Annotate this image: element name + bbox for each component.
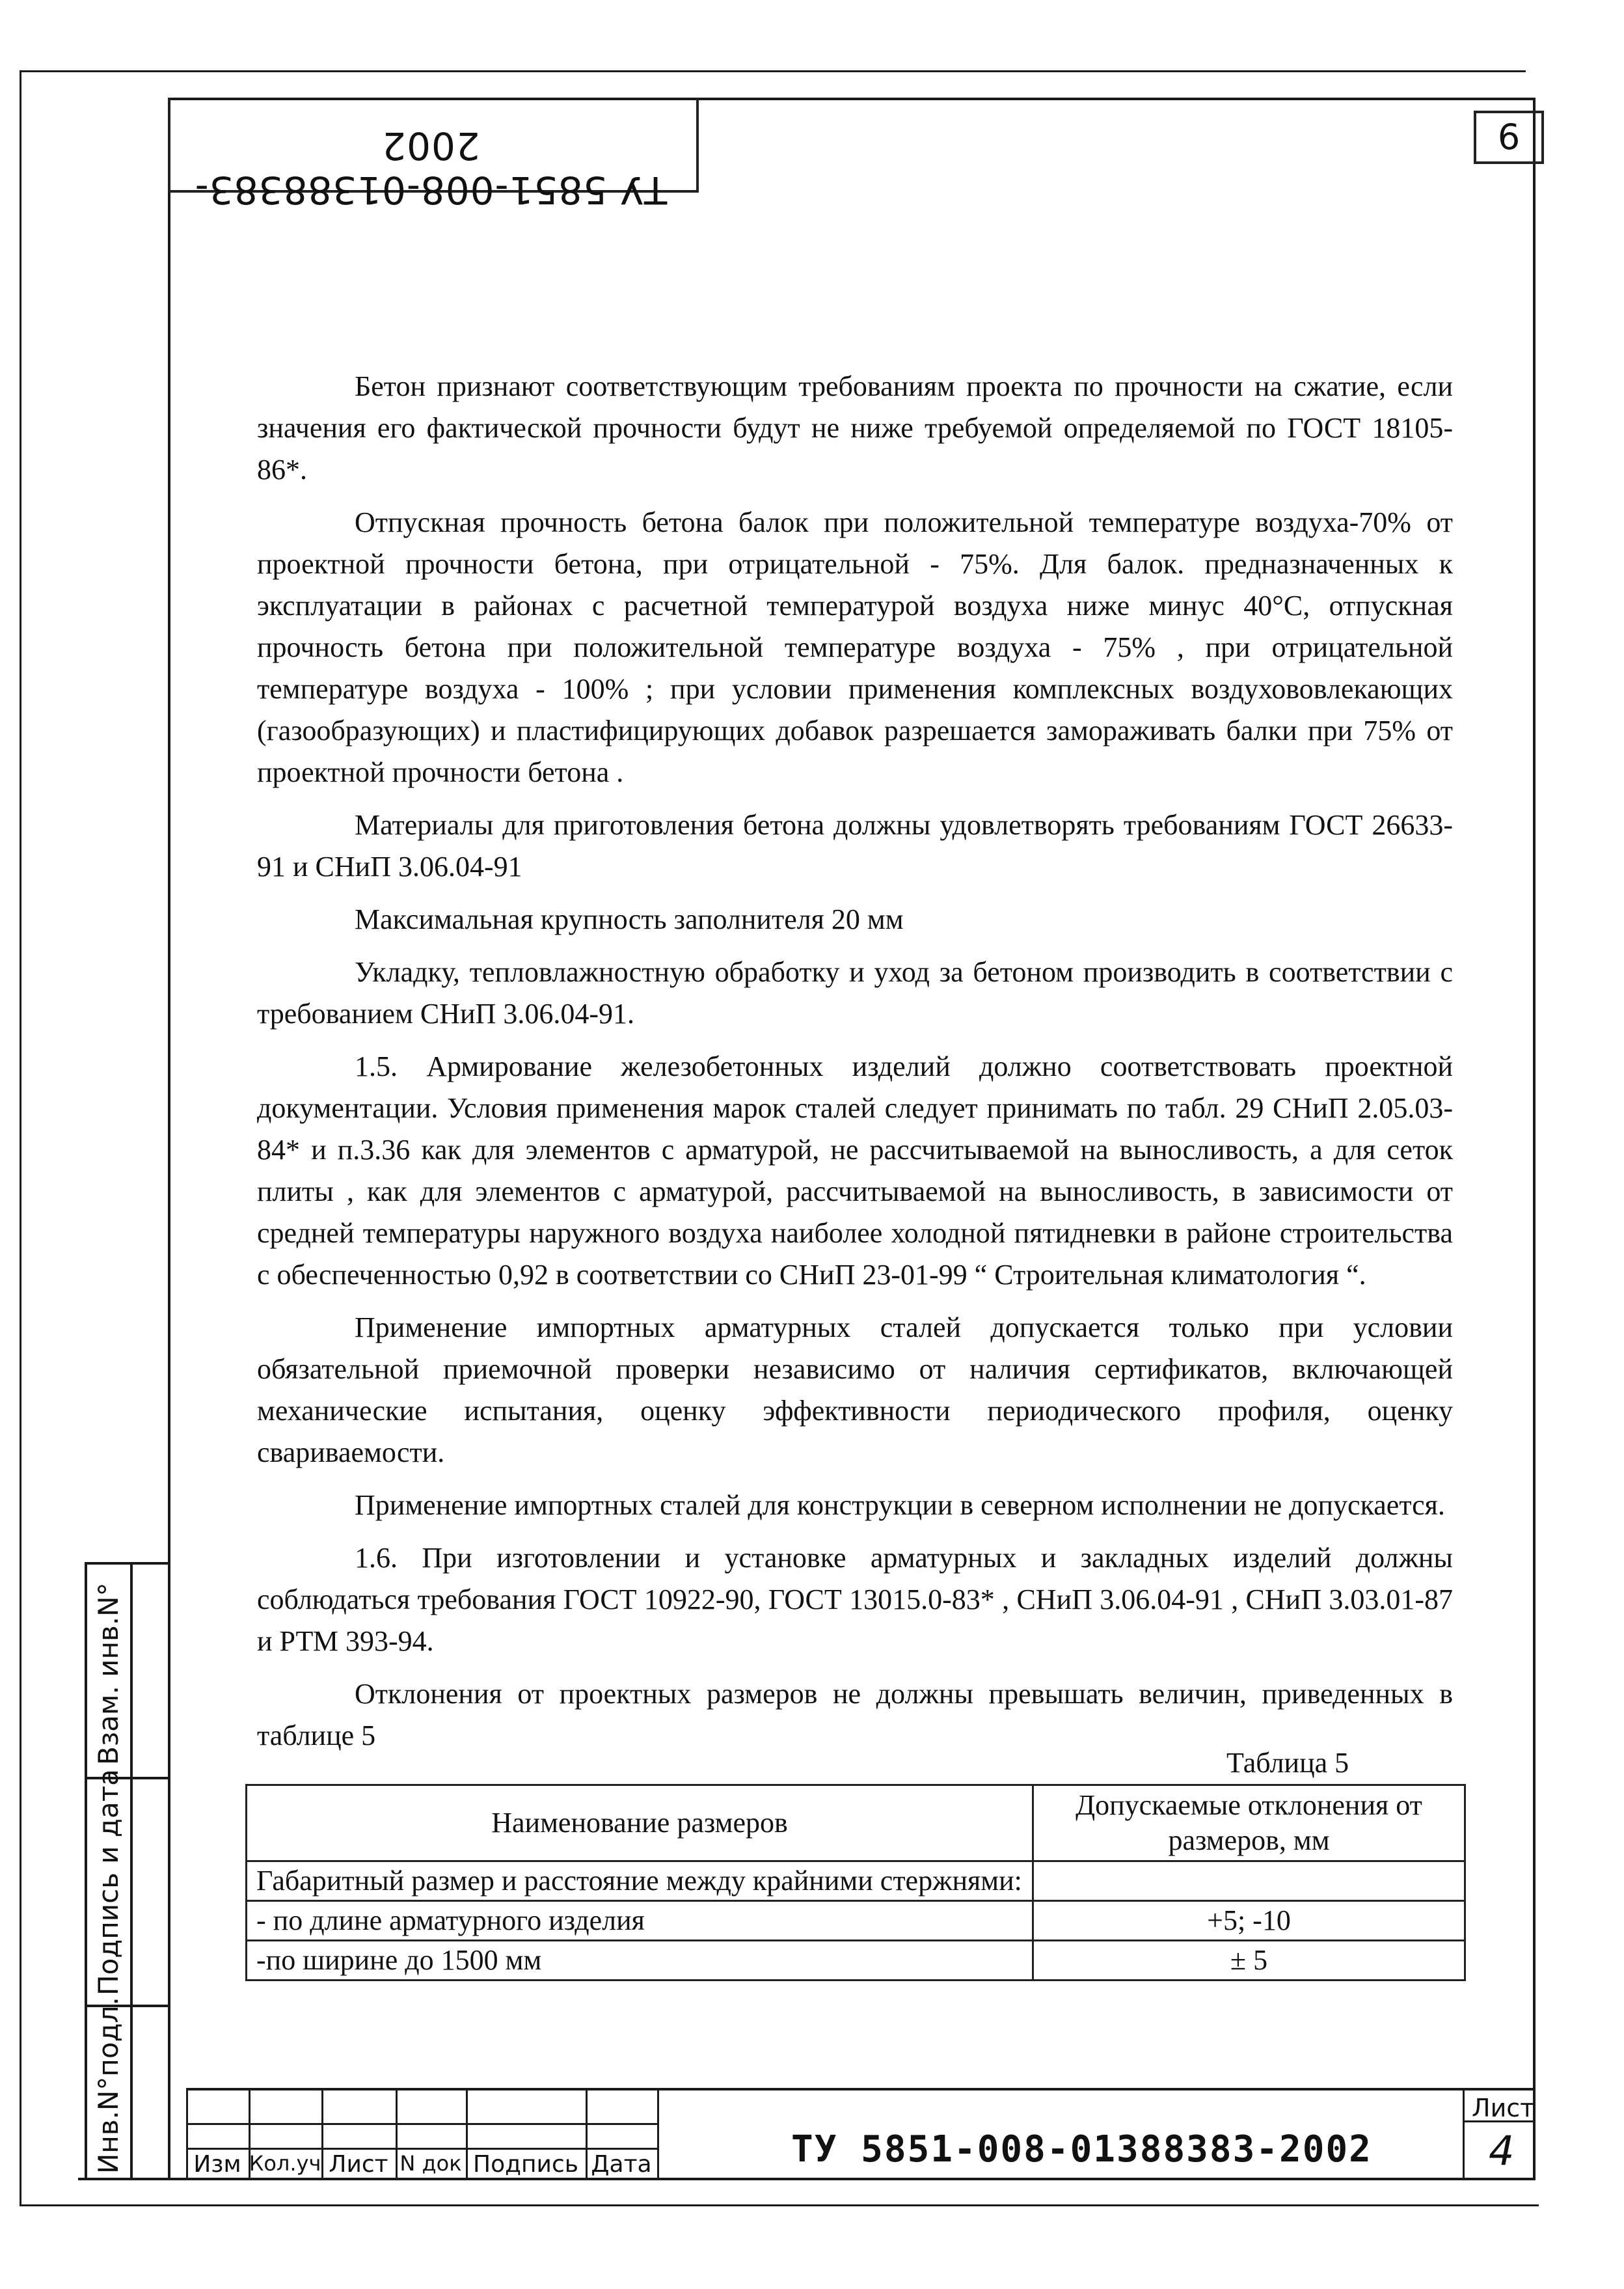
margin-label-inv-podl: Инв.N°подл. [92,1997,124,2174]
inner-frame-right [1533,98,1536,2180]
table-header-row [247,1785,1465,1861]
titleblock-list: Лист [329,2151,388,2178]
outer-frame-left [20,70,21,2206]
table-cell: - по длине арматурного изделия [247,1901,1033,1941]
page-badge: 6 [1474,111,1544,164]
inner-frame-bottom [78,2178,1536,2180]
paragraph: Бетон признают соответствующим требованиям проекта по прочности на сжатие, если значения его фактической прочности будут не ниже требуемой определяемой по ГОСТ 18105-86*. [257,370,1453,486]
table-cell: +5; -10 [1033,1901,1465,1941]
table-cell: ± 5 [1033,1941,1465,1981]
titleblock-top [186,2088,1536,2090]
paragraph: Применение импортных арматурных сталей допускается только при условии обязательной приемочной проверки независимо от наличия сертификатов, включающей механические испытания, оценку эффективности периодического профиля, оценку свариваемости. [257,1311,1453,1468]
paragraph: Применение импортных сталей для конструкции в северном исполнении не допускается. [355,1489,1445,1521]
table-row [247,1901,1465,1941]
titleblock-col [657,2088,659,2179]
body-text [257,366,1453,1768]
paragraph: 1.5. Армирование железобетонных изделий должно соответствовать проектной документации. Условия применения марок сталей следует принимать по табл. 29 СНиП 2.05.03-84* и п.3.36 как для элементов с арматурой, не рассчитываемой на выносливость, а для сеток плиты , как для элементов с арматурой, рассчитываемой на выносливость, в зависимости от средней температуры наружного воздуха наиболее холодной пятидневки в районе строительства с обеспеченностью 0,92 в соответствии со СНиП 23-01-99 “ Строительная климатология “. [257,1050,1453,1291]
outer-frame-bottom [20,2204,1539,2206]
paragraph: Отпускная прочность бетона балок при положительной температуре воздуха-70% от проектной прочности бетона, при отрицательной - 75%. Для балок. предназначенных к эксплуатации в районах с расчетной температурой воздуха ниже минус 40°С, отпускная прочность бетона при положительной температуре воздуха - 75% , при отрицательной температуре воздуха - 100% ; при условии применения комплексных воздухововлекающих (газообразующих) и пластифицирующих добавок разрешается замораживать балки при 75% от проектной прочности бетона . [257,506,1453,788]
table-cell: Габаритный размер и расстояние между крайними стержнями: [247,1861,1033,1901]
paragraph: Отклонения от проектных размеров не должны превышать величин, приведенных в таблице 5 [257,1678,1453,1751]
table-caption: Таблица 5 [1226,1747,1349,1779]
paragraph: Укладку, тепловлажностную обработку и уход за бетоном производить в соответствии с требованием СНиП 3.06.04-91. [257,956,1453,1030]
sheet-label: Лист [1472,2094,1535,2122]
sheet-number: 4 [1489,2127,1515,2174]
paragraph: 1.6. При изготовлении и установке арматурных и закладных изделий должны соблюдаться требования ГОСТ 10922-90, ГОСТ 13015.0-83* , СНиП 3.06.04-91 , СНиП 3.03.01-87 и РТМ 393-94. [257,1542,1453,1657]
table-row [247,1941,1465,1981]
paragraph: Материалы для приготовления бетона должны удовлетворять требованиям ГОСТ 26633-91 и СНиП 3.06.04-91 [257,809,1453,883]
titleblock-sheet-col [1463,2088,1465,2179]
titleblock-data: Дата [591,2151,652,2178]
table-header-cell: Допускаемые отклонения от размеров, мм [1033,1785,1465,1861]
margin-label-vzam-inv: Взам. инв.N° [92,1582,124,1765]
tolerance-table [245,1784,1466,1981]
titleblock-ndok: N док [399,2151,462,2176]
table-cell: -по ширине до 1500 мм [247,1941,1033,1981]
margin-strip-top [85,1562,170,1565]
margin-strip-left [85,1562,87,2180]
table-row [247,1861,1465,1901]
header-stamp-text: ТУ 5851-008-01388383-2002 [194,124,668,212]
titleblock-izm: Изм [193,2151,241,2178]
titleblock-koluch: Кол.уч [249,2151,321,2176]
document-code: ТУ 5851-008-01388383-2002 [791,2128,1372,2171]
titleblock-podpis: Подпись [473,2151,578,2178]
table-cell [1033,1861,1465,1901]
table-header-cell: Наименование размеров [247,1785,1033,1861]
margin-label-podpis-data: Подпись и дата [92,1769,124,1995]
paragraph: Максимальная крупность заполнителя 20 мм [355,903,904,935]
outer-frame-top [20,70,1526,72]
inner-frame-left [168,98,170,2180]
margin-strip-mid [130,1562,133,2180]
